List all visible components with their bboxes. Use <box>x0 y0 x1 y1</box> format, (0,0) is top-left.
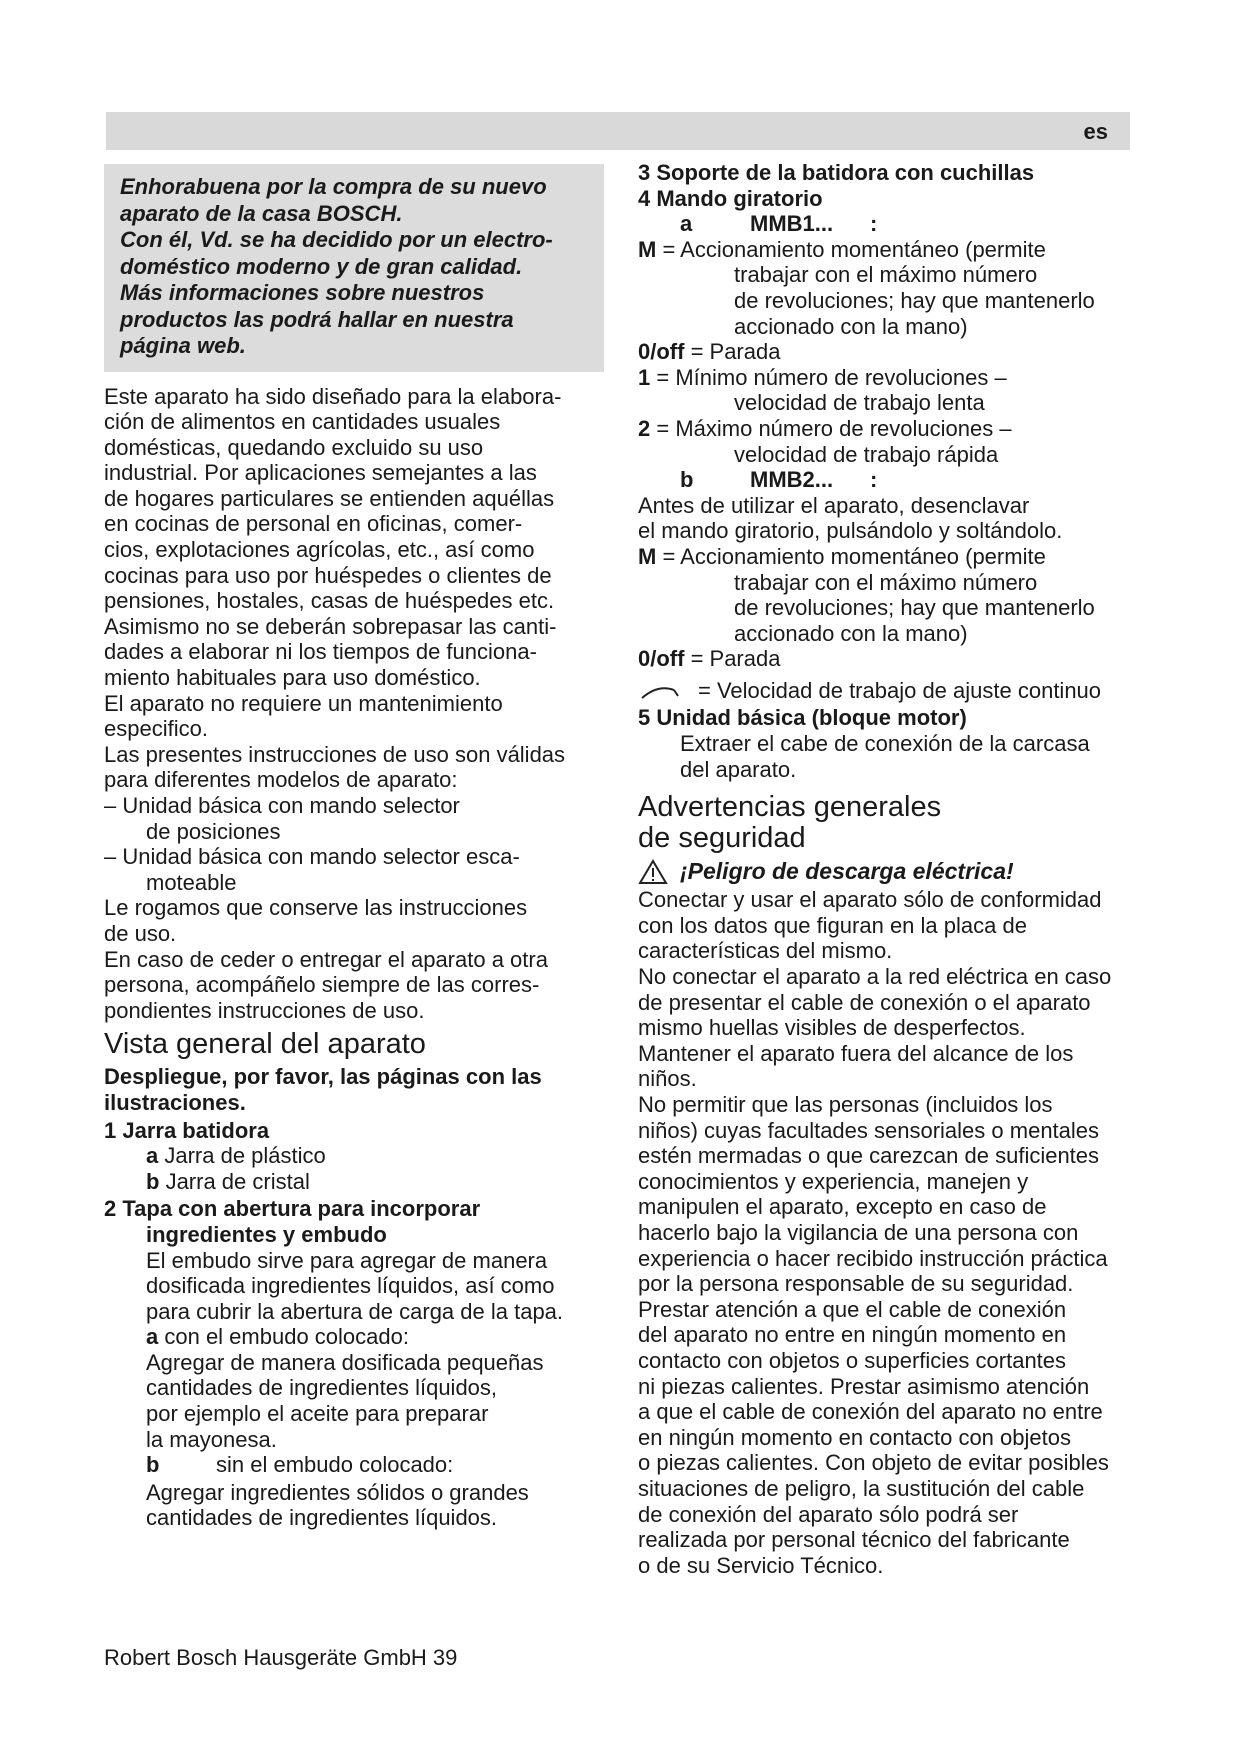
language-code: es <box>1083 119 1108 144</box>
colon: : <box>870 211 878 237</box>
text-line: o de su Servicio Técnico. <box>638 1552 884 1578</box>
section-heading-overview: Vista general del aparato <box>104 1028 426 1061</box>
label-off: 0/off <box>638 646 685 672</box>
text-line: a que el cable de conexión del aparato no entre <box>638 1399 1103 1425</box>
warning-triangle-icon <box>638 859 668 885</box>
label-2: 2 <box>638 415 651 441</box>
text-line: por la persona responsable de su seguridad. <box>638 1271 1074 1297</box>
text-line: del aparato. <box>680 756 797 782</box>
text-line: dosificada ingredientes líquidos, así como <box>146 1273 555 1299</box>
intro-line: Con él, Vd. se ha decidido por un electro- <box>120 227 553 252</box>
text-line: o piezas calientes. Con objeto de evitar posibles <box>638 1450 1109 1476</box>
list-item: – Unidad básica con mando selector esca- <box>104 844 520 870</box>
text-line: Asimismo no se deberán sobrepasar las canti- <box>104 613 557 639</box>
item-2b-text: sin el embudo colocado: <box>216 1452 454 1478</box>
item-4-title: 4 Mando giratorio <box>638 185 823 211</box>
text-line: cocinas para uso por huéspedes o clientes de <box>104 562 552 588</box>
continuous-speed-icon <box>638 680 690 702</box>
text-line: cios, explotaciones agrícolas, etc., así como <box>104 537 535 563</box>
text-line: estén mermadas o que carezcan de suficientes <box>638 1143 1100 1169</box>
text-line: con los datos que figuran en la placa de <box>638 912 1027 938</box>
text-line: persona, acompáñelo siempre de las corres- <box>104 972 540 998</box>
intro-line: Enhorabuena por la compra de su nuevo <box>120 174 547 199</box>
text-line: En caso de ceder o entregar el aparato a otra <box>104 946 548 972</box>
text-line: la mayonesa. <box>146 1426 277 1452</box>
m-definition: = Accionamiento momentáneo (permite <box>656 236 1046 262</box>
letter-b: b <box>146 1452 160 1478</box>
text-line: realizada por personal técnico del fabricante <box>638 1527 1070 1553</box>
label-1: 1 <box>638 364 651 390</box>
text-line: ni piezas calientes. Prestar asimismo atención <box>638 1373 1090 1399</box>
letter-a: a <box>146 1324 159 1350</box>
two-definition: = Máximo número de revoluciones – <box>650 415 1012 441</box>
intro-line: doméstico moderno y de gran calidad. <box>120 253 523 279</box>
text-line: el mando giratorio, pulsándolo y soltándolo. <box>638 518 1063 544</box>
text-line: Mantener el aparato fuera del alcance de los <box>638 1040 1074 1066</box>
text-line: pondientes instrucciones de uso. <box>104 997 425 1023</box>
text-line: hacerlo bajo la vigilancia de una persona con <box>638 1219 1079 1245</box>
text-line: Le rogamos que conserve las instrucciones <box>104 895 528 921</box>
text-line: en cocinas de personal en oficinas, comer- <box>104 511 523 537</box>
letter-a: a <box>146 1143 159 1169</box>
text-line: Agregar de manera dosificada pequeñas <box>146 1349 544 1375</box>
models-paragraph <box>104 742 604 896</box>
model-a: MMB1... <box>750 211 834 237</box>
text-line: No conectar el aparato a la red eléctrica en caso <box>638 964 1112 990</box>
text-line: domésticas, quedando excluido su uso <box>104 434 484 460</box>
intended-use-paragraph <box>104 384 604 742</box>
section-heading-safety-cont: de seguridad <box>638 822 806 855</box>
right-column <box>638 160 1138 1578</box>
off2-definition: = Parada <box>684 646 781 672</box>
text-line: experiencia o hacer recibido instrucción práctica <box>638 1245 1108 1271</box>
item-1b-text: Jarra de cristal <box>159 1168 310 1194</box>
text-line: Este aparato ha sido diseñado para la elabora- <box>104 383 562 409</box>
text-line: de revoluciones; hay que mantenerlo <box>734 595 1095 621</box>
text-line: en ningún momento en contacto con objetos <box>638 1424 1071 1450</box>
text-line: del aparato no entre en ningún momento en <box>638 1322 1067 1348</box>
text-line: para cubrir la abertura de carga de la tapa. <box>146 1298 564 1324</box>
colon: : <box>870 467 878 493</box>
item-2a-text: con el embudo colocado: <box>158 1324 409 1350</box>
intro-line: productos las podrá hallar en nuestra <box>120 306 514 332</box>
text-line: de revoluciones; hay que mantenerlo <box>734 287 1095 313</box>
text-line: Conectar y usar el aparato sólo de conformidad <box>638 887 1102 913</box>
letter-b: b <box>680 467 694 493</box>
page-footer: Robert Bosch Hausgeräte GmbH 39 <box>104 1645 458 1670</box>
safety-paragraph <box>638 887 1138 1578</box>
text-line: velocidad de trabajo rápida <box>734 441 999 467</box>
intro-box <box>104 164 604 372</box>
text-line: Las presentes instrucciones de uso son válidas <box>104 741 566 767</box>
text-line: cantidades de ingredientes líquidos, <box>146 1375 498 1401</box>
item-3-title: 3 Soporte de la batidora con cuchillas <box>638 160 1035 185</box>
text-line: mismo huellas visibles de desperfectos. <box>638 1015 1026 1041</box>
text-line: ción de alimentos en cantidades usuales <box>104 409 501 435</box>
text-line: cantidades de ingredientes líquidos. <box>146 1505 498 1531</box>
text-line: trabajar con el máximo número <box>734 262 1038 288</box>
text-line: miento habituales para uso doméstico. <box>104 665 481 691</box>
text-line: niños. <box>638 1066 697 1092</box>
text-line: contacto con objetos o superficies cortantes <box>638 1347 1067 1373</box>
list-item-cont: de posiciones <box>146 818 281 844</box>
one-definition: = Mínimo número de revoluciones – <box>650 364 1007 390</box>
text-line: Prestar atención a que el cable de conexión <box>638 1296 1067 1322</box>
left-column <box>104 164 604 1531</box>
list-item: – Unidad básica con mando selector <box>104 793 460 818</box>
text-line: características del mismo. <box>638 938 893 964</box>
text-line: para diferentes modelos de aparato: <box>104 767 458 793</box>
m2-definition: = Accionamiento momentáneo (permite <box>656 543 1046 569</box>
list-item-cont: moteable <box>146 869 237 895</box>
text-line: pensiones, hostales, casas de huéspedes etc. <box>104 588 555 614</box>
model-b: MMB2... <box>750 467 834 493</box>
text-line: industrial. Por aplicaciones semejantes a las <box>104 460 537 486</box>
text-line: No permitir que las personas (incluidos los <box>638 1092 1053 1117</box>
unfold-note: ilustraciones. <box>104 1089 246 1115</box>
continuous-definition: = Velocidad de trabajo de ajuste continuo <box>698 677 1102 703</box>
letter-a: a <box>680 211 693 237</box>
text-line: manipulen el aparato, excepto en caso de <box>638 1194 1047 1220</box>
text-line: por ejemplo el aceite para preparar <box>146 1401 489 1427</box>
text-line: niños) cuyas facultades sensoriales o mentales <box>638 1117 1100 1143</box>
text-line: velocidad de trabajo lenta <box>734 390 985 416</box>
text-line: situaciones de peligro, la sustitución del cable <box>638 1475 1085 1501</box>
text-line: conocimientos y experiencia, manejen y <box>638 1168 1029 1194</box>
unfold-note: Despliegue, por favor, las páginas con las <box>104 1064 542 1090</box>
text-line: de uso. <box>104 920 177 946</box>
section-heading-safety: Advertencias generales <box>638 791 942 824</box>
header-bar <box>106 112 1130 150</box>
text-line: Extraer el cabe de conexión de la carcasa <box>680 731 1090 757</box>
intro-line: aparato de la casa BOSCH. <box>120 200 403 226</box>
item-1-title: 1 Jarra batidora <box>104 1117 270 1143</box>
text-line: trabajar con el máximo número <box>734 569 1038 595</box>
label-m: M <box>638 543 657 569</box>
text-line: El aparato no requiere un mantenimiento <box>104 690 503 716</box>
text-line: dades a elaborar ni los tiempos de funciona- <box>104 639 537 665</box>
label-off: 0/off <box>638 339 685 365</box>
text-line: de hogares particulares se entienden aquéllas <box>104 485 555 511</box>
text-line: Agregar ingredientes sólidos o grandes <box>146 1479 529 1505</box>
letter-b: b <box>146 1168 160 1194</box>
item-5-title: 5 Unidad básica (bloque motor) <box>638 705 967 731</box>
text-line: de conexión del aparato sólo podrá ser <box>638 1501 1019 1527</box>
intro-line: página web. <box>120 333 246 358</box>
intro-line: Más informaciones sobre nuestros <box>120 280 485 305</box>
item-2-title: 2 Tapa con abertura para incorporar <box>104 1196 481 1222</box>
item-2-title-cont: ingredientes y embudo <box>146 1221 387 1247</box>
text-line: de presentar el cable de conexión o el aparato <box>638 989 1091 1015</box>
off-definition: = Parada <box>684 339 781 365</box>
text-line: especifico. <box>104 716 208 742</box>
text-line: Antes de utilizar el aparato, desenclavar <box>638 492 1030 518</box>
text-line: accionado con la mano) <box>734 620 968 646</box>
warning-text: ¡Peligro de descarga eléctrica! <box>680 858 1014 885</box>
label-m: M <box>638 236 657 262</box>
item-1a-text: Jarra de plástico <box>158 1143 326 1169</box>
warning-title <box>638 858 1138 885</box>
text-line: accionado con la mano) <box>734 313 968 339</box>
keep-instructions-paragraph <box>104 895 604 1023</box>
text-line: El embudo sirve para agregar de manera <box>146 1247 548 1273</box>
